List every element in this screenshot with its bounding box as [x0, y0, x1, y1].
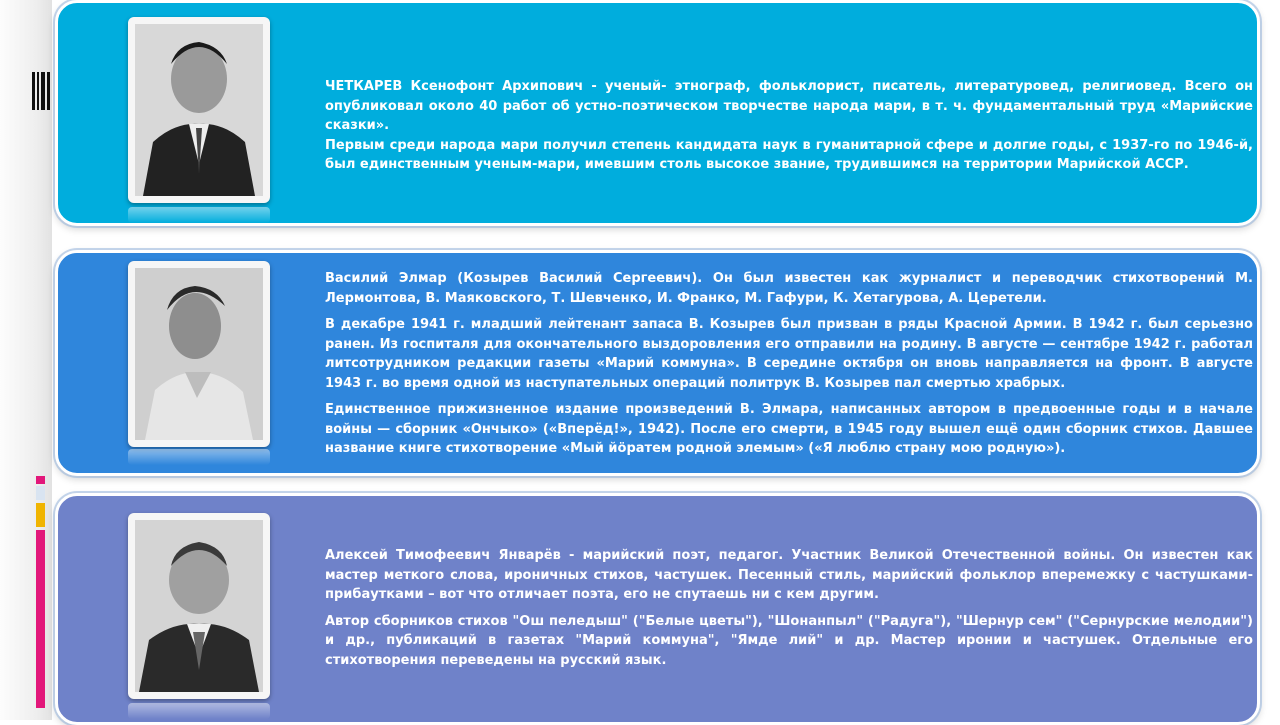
photo-reflection [128, 207, 270, 223]
photo-reflection [128, 449, 270, 465]
decorative-bars-icon [32, 72, 52, 112]
biography-text-chetkarev [325, 77, 1253, 182]
biography-panel-elmar [55, 250, 1260, 476]
paragraph: ЧЕТКАРЕВ Ксенофонт Архипович - ученый- этнограф, фольклорист, писатель, литературовед, религиовед. Всего он опубликовал около 40 работ об устно-поэтическом творчестве народа мари, в т. ч. фундаментальный труд «Марийские сказки». [325, 79, 1253, 133]
accent-bar-yellow [36, 503, 45, 527]
paragraph: Алексей Тимофеевич Январёв - марийский поэт, педагог. Участник Великой Отечественной войны. Он известен как мастер меткого слова, ироничных стихов, частушек. Песенный стиль, марийский фольклор вперемежку с частушками-прибаутками – вот что отличает поэта, его не спутаешь ни с кем другим. [325, 548, 1253, 602]
biography-panel-yanvaryov [55, 493, 1260, 725]
portrait-photo-elmar [128, 261, 270, 447]
portrait-photo-icon [135, 520, 263, 692]
paragraph: Автор сборников стихов "Ош пеледыш" ("Белые цветы"), "Шонанпыл" ("Радуга"), "Шернур сем" ("Сернурские мелодии") и др., публикаций в газетах "Марий коммуна", "Ямде лий" и др. Мастер иронии и частушек. Отдельные его стихотворения переведены на русский язык. [325, 613, 1253, 668]
portrait-photo-chetkarev [128, 17, 270, 203]
paragraph: Первым среди народа мари получил степень кандидата наук в гуманитарной сфере и долгие годы, с 1937-го по 1946-й, был единственным ученым-мари, имевшим столь высокое звание, трудившимся на территории Марийской АССР. [325, 137, 1253, 172]
paragraph: Единственное прижизненное издание произведений В. Элмара, написанных автором в предвоенные годы и в начале войны — сборник «Ончыко» («Вперёд!», 1942). После его смерти, в 1945 году вышел ещё один сборник стихов. Давшее название книге стихотворение «Мый йöратем родной элемым» («Я люблю страну мою родную»). [325, 402, 1253, 456]
accent-bar-pink [36, 530, 45, 708]
portrait-photo-yanvaryov [128, 513, 270, 699]
accent-bar-pink-top [36, 476, 45, 484]
paragraph: В декабре 1941 г. младший лейтенант запаса В. Козырев был призван в ряды Красной Армии. В 1942 г. был серьезно ранен. Из госпиталя для окончательного выздоровления его отправили на родину. В августе — сентябре 1942 г. работал литсотрудником редакции газеты «Марий коммуна». В середине октября он вновь направляется на фронт. В августе 1943 г. во время одной из наступательных операций политрук В. Козырев пал смертью храбрых. [325, 317, 1253, 391]
biography-text-yanvaryov [325, 546, 1253, 677]
portrait-photo-icon [135, 268, 263, 440]
biography-panel-chetkarev [55, 0, 1260, 226]
accent-bar-light [36, 486, 45, 500]
portrait-photo-icon [135, 24, 263, 196]
photo-reflection [128, 703, 270, 719]
biography-text-elmar [325, 269, 1253, 466]
paragraph: Василий Элмар (Козырев Василий Сергеевич). Он был известен как журналист и переводчик стихотворений М. Лермонтова, В. Маяковского, Т. Шевченко, И. Франко, М. Гафури, К. Хетагурова, А. Церетели. [325, 271, 1253, 306]
